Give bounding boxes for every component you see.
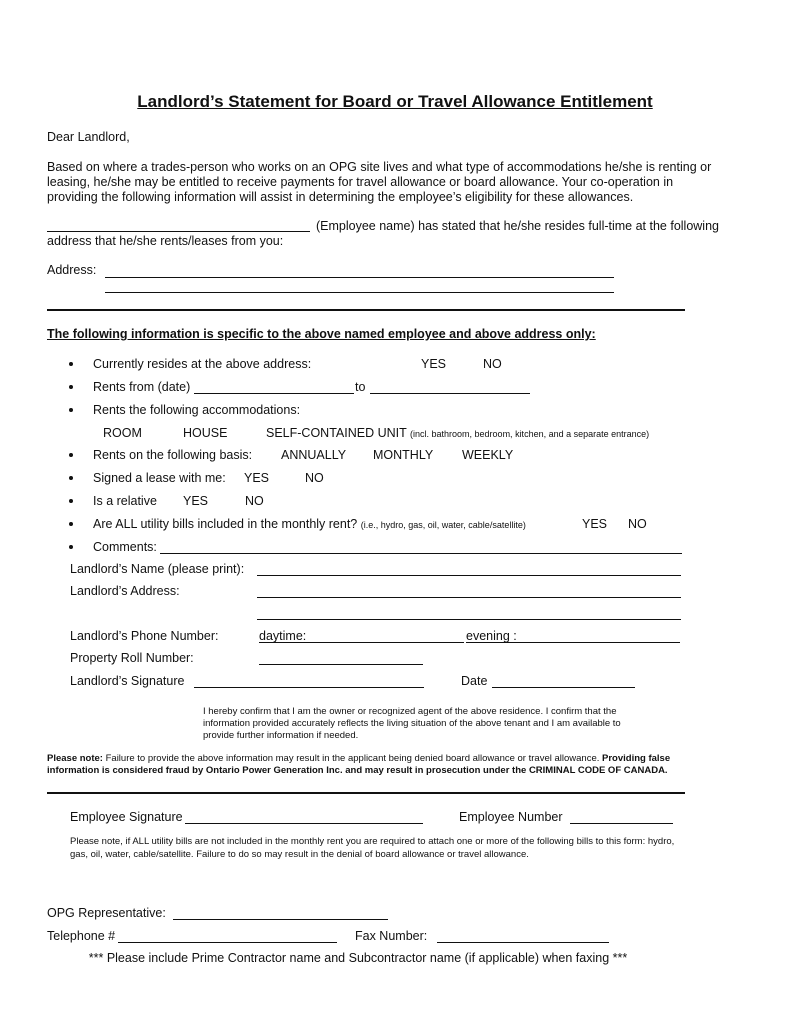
comments-field[interactable] xyxy=(160,553,682,554)
lease-no[interactable]: NO xyxy=(305,471,324,485)
resides-yes[interactable]: YES xyxy=(421,357,447,371)
employee-signature-label: Employee Signature xyxy=(70,810,183,824)
option-weekly[interactable]: WEEKLY xyxy=(462,448,514,462)
utilities-no[interactable]: NO xyxy=(628,517,647,531)
bills-note: gas, oil, water, cable/satellite. Failure to do so may result in the denial of board allowance or travel allowance. xyxy=(70,849,529,860)
opg-rep-field[interactable] xyxy=(173,919,388,920)
intro-line: leasing, he/she may be entitled to receive payments for travel allowance or board allowance. Your co-operation in xyxy=(47,175,674,189)
intro-line: providing the following information will assist in determining the employee’s eligibility for these allowances. xyxy=(47,190,634,204)
evening-phone-field[interactable] xyxy=(466,642,680,643)
please-note-text: Failure to provide the above information may result in the applicant being denied board allowance or travel allowance. xyxy=(102,753,603,764)
bullet-icon xyxy=(69,385,73,389)
employee-name-field[interactable] xyxy=(47,231,310,232)
telephone-label: Telephone # xyxy=(47,929,116,943)
opg-rep-label: OPG Representative: xyxy=(47,906,166,920)
employee-statement-2: address that he/she rents/leases from you: xyxy=(47,234,284,248)
date-label: Date xyxy=(461,674,488,688)
roll-number-label: Property Roll Number: xyxy=(70,651,194,665)
please-note-label: Please note: xyxy=(47,753,103,764)
bullet-icon xyxy=(69,545,73,549)
confirm-text: I hereby confirm that I am the owner or recognized agent of the above residence. I confirm that the xyxy=(203,706,617,717)
landlord-address-label: Landlord’s Address: xyxy=(70,584,180,598)
employee-number-field[interactable] xyxy=(570,823,673,824)
to-label: to xyxy=(355,380,366,394)
rents-to-field[interactable] xyxy=(370,393,530,394)
option-monthly[interactable]: MONTHLY xyxy=(373,448,434,462)
resides-no[interactable]: NO xyxy=(483,357,502,371)
telephone-field[interactable] xyxy=(118,942,337,943)
fax-field[interactable] xyxy=(437,942,609,943)
confirm-text: information provided accurately reflects the living situation of the above tenant and I am available to xyxy=(203,718,621,729)
lease-yes[interactable]: YES xyxy=(244,471,270,485)
option-self-contained[interactable] xyxy=(266,426,649,442)
landlord-name-field[interactable] xyxy=(257,575,681,576)
bullet-icon xyxy=(69,522,73,526)
landlord-address-field-1[interactable] xyxy=(257,597,681,598)
section-heading: The following information is specific to the above named employee and above address only: xyxy=(47,327,596,341)
self-contained-label: SELF-CONTAINED UNIT xyxy=(266,426,407,440)
address-field-1[interactable] xyxy=(105,277,614,278)
date-field[interactable] xyxy=(492,687,635,688)
self-contained-note: (incl. bathroom, bedroom, kitchen, and a separate entrance) xyxy=(410,429,650,439)
landlord-signature-field[interactable] xyxy=(194,687,424,688)
bullet-icon xyxy=(69,362,73,366)
evening-label: evening : xyxy=(466,629,517,643)
option-house[interactable]: HOUSE xyxy=(183,426,228,440)
divider xyxy=(47,309,685,311)
accommodations-label: Rents the following accommodations: xyxy=(93,403,301,417)
utilities-note: (i.e., hydro, gas, oil, water, cable/satellite) xyxy=(360,520,526,530)
employee-statement: (Employee name) has stated that he/she resides full-time at the following xyxy=(316,219,719,233)
rents-from-label: Rents from (date) xyxy=(93,380,191,394)
utilities-label xyxy=(93,517,526,533)
option-room[interactable]: ROOM xyxy=(103,426,142,440)
utilities-yes[interactable]: YES xyxy=(582,517,608,531)
landlord-phone-label: Landlord’s Phone Number: xyxy=(70,629,219,643)
daytime-label: daytime: xyxy=(259,629,307,643)
divider xyxy=(47,792,685,794)
bullet-icon xyxy=(69,453,73,457)
basis-label: Rents on the following basis: xyxy=(93,448,253,462)
fax-label: Fax Number: xyxy=(355,929,428,943)
bullet-icon xyxy=(69,408,73,412)
employee-signature-field[interactable] xyxy=(185,823,423,824)
footer-note: *** Please include Prime Contractor name and Subcontractor name (if applicable) when faxing *** xyxy=(88,951,628,965)
bills-note: Please note, if ALL utility bills are not included in the monthly rent you are required to attach one or more of the following bills to this form: hydro, xyxy=(70,836,675,847)
roll-number-field[interactable] xyxy=(259,664,423,665)
landlord-address-field-2[interactable] xyxy=(257,619,681,620)
greeting: Dear Landlord, xyxy=(47,130,130,144)
relative-label: Is a relative xyxy=(93,494,157,508)
lease-label: Signed a lease with me: xyxy=(93,471,226,485)
landlord-name-label: Landlord’s Name (please print): xyxy=(70,562,245,576)
bullet-icon xyxy=(69,499,73,503)
relative-no[interactable]: NO xyxy=(245,494,264,508)
utilities-text: Are ALL utility bills included in the monthly rent? xyxy=(93,517,358,531)
page-title: Landlord’s Statement for Board or Travel Allowance Entitlement xyxy=(137,92,653,111)
employee-number-label: Employee Number xyxy=(459,810,563,824)
relative-yes[interactable]: YES xyxy=(183,494,209,508)
daytime-phone-field[interactable] xyxy=(259,642,464,643)
landlord-signature-label: Landlord’s Signature xyxy=(70,674,185,688)
intro-line: Based on where a trades-person who works on an OPG site lives and what type of accommodations he/she is renting or xyxy=(47,160,712,174)
rents-from-field[interactable] xyxy=(194,393,354,394)
please-note xyxy=(47,753,670,765)
bullet-icon xyxy=(69,476,73,480)
address-field-2[interactable] xyxy=(105,292,614,293)
confirm-text: provide further information if needed. xyxy=(203,730,359,741)
option-annually[interactable]: ANNUALLY xyxy=(281,448,347,462)
address-label: Address: xyxy=(47,263,97,277)
comments-label: Comments: xyxy=(93,540,157,554)
please-note-bold-2: information is considered fraud by Ontario Power Generation Inc. and may result in prosecution under the CRIMINAL CODE OF CANADA. xyxy=(47,765,668,776)
resides-label: Currently resides at the above address: xyxy=(93,357,312,371)
please-note-bold: Providing false xyxy=(602,753,671,764)
